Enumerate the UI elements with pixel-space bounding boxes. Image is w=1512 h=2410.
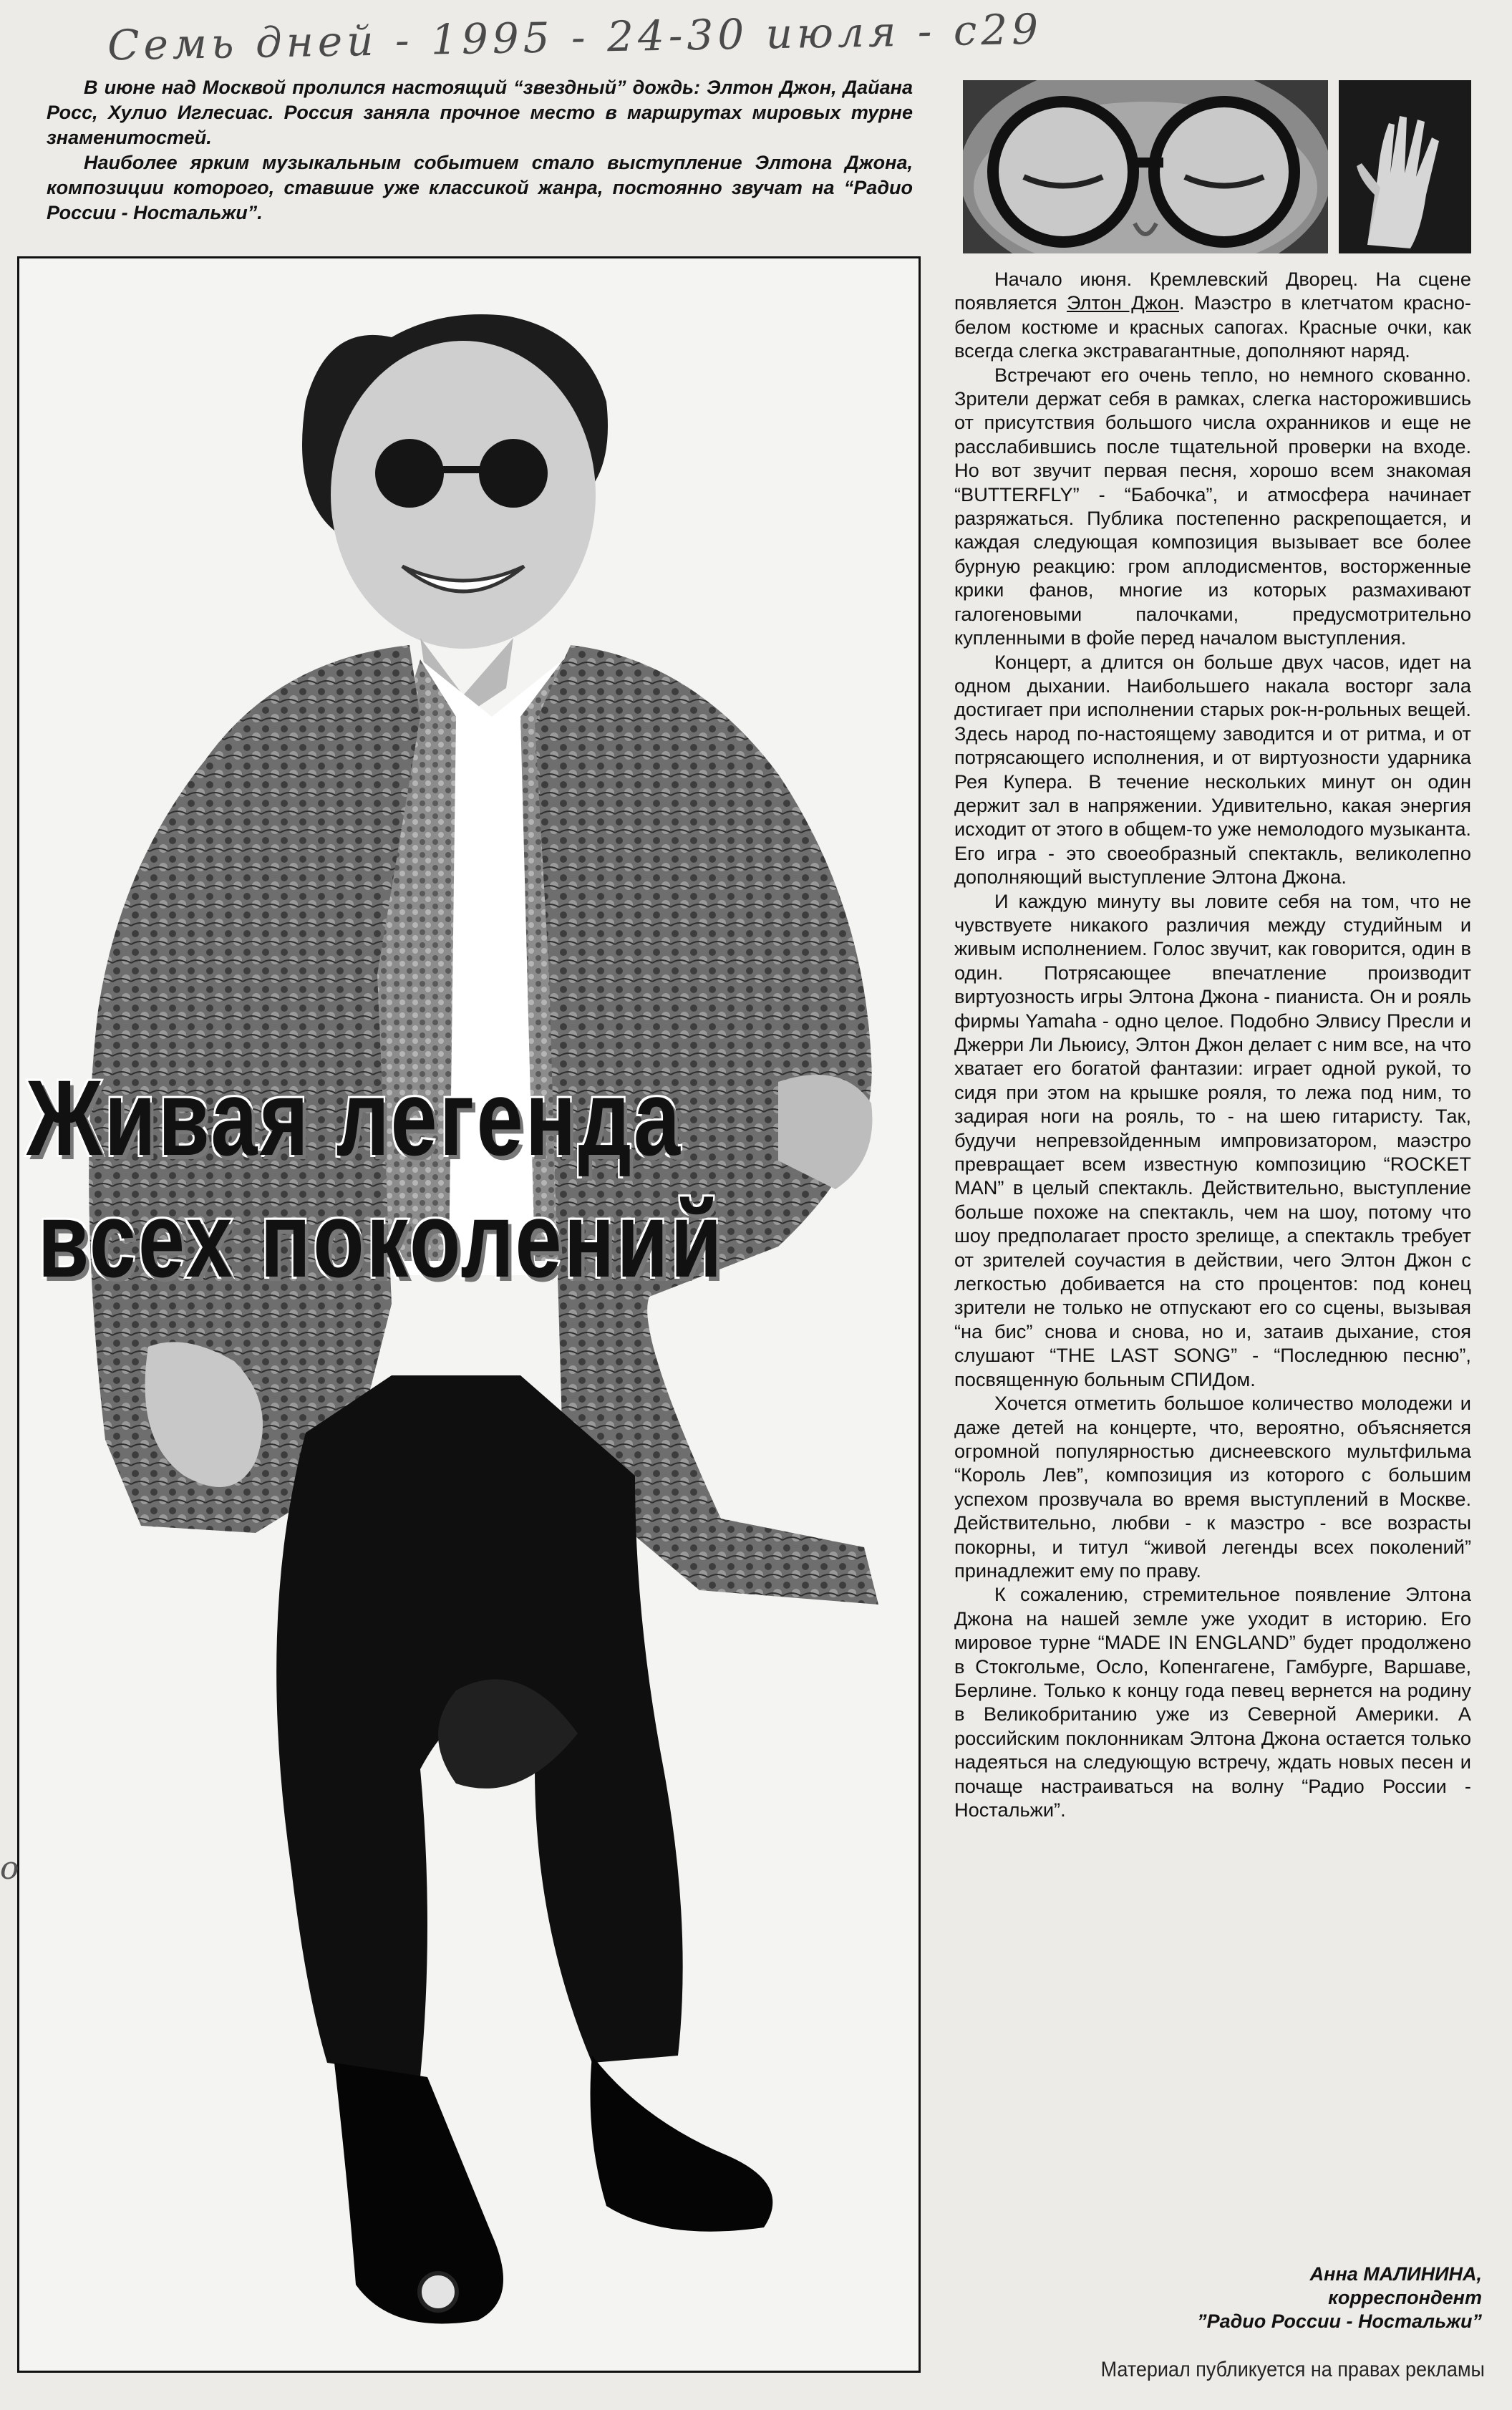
author-name: Анна МАЛИНИНА, xyxy=(1309,2263,1482,2285)
article-body xyxy=(954,267,1471,1821)
glasses-closeup-photo xyxy=(963,80,1328,253)
article-paragraph-1 xyxy=(954,267,1471,363)
lead-paragraph-2: Наиболее ярким музыкальным событием стало выступление Элтона Джона, композиции которого, ставшие уже классикой жанра, постоянно звучат на “Радио России - Ностальжи”. xyxy=(47,152,913,223)
elton-john-photo xyxy=(17,256,921,2373)
article-paragraph-5: Хочется отметить большое количество молодежи и даже детей на концерте, что, вероятно, объясняется огромной популярностью диснеевского мультфильма “Король Лев”, композиция из которого с большим успехом прозвучала во время выступлений в Москве. Действительно, любви - к маэстро - все возрасты покорны, и титул “живой легенды всех поколений” принадлежит ему по праву. xyxy=(954,1392,1471,1582)
headline-line-1: Живая легенда xyxy=(26,1058,683,1178)
article-p1-intro: Начало июня. Кремлевский Дворец. На сцене появляется xyxy=(954,268,1471,314)
headline-line-2: всех поколений xyxy=(37,1179,724,1300)
hand-photo xyxy=(1339,80,1471,253)
author-outlet: ”Радио России - Ностальжи” xyxy=(1197,2310,1482,2332)
lead-paragraph xyxy=(47,75,913,226)
headline xyxy=(26,1057,724,1300)
article-p1-name: Элтон Джон xyxy=(1067,291,1179,314)
article-p1-rest: . Маэстро в клетчатом красно-белом костюме и красных сапогах. Красные очки, как всегда слегка экстравагантные, дополняют наряд. xyxy=(954,291,1471,362)
handwritten-date-note: Семь дней - 1995 - 24-30 июля - с29 xyxy=(107,4,1043,70)
article-paragraph-6: К сожалению, стремительное появление Элтона Джона на нашей земле уже уходит в историю. Его мировое турне “MADE IN ENGLAND” будет продолжено в Стокгольме, Осло, Копенгагене, Гамбурге, Варшаве, Берлине. Только к концу года певец вернется на родину в Великобританию уже из Северной Америки. А российским поклонникам Элтона Джона остается только надеяться на следующую встречу, ждать новых песен и почаще настраиваться на волну “Радио России - Ностальжи”. xyxy=(954,1583,1471,1821)
article-paragraph-4: И каждую минуту вы ловите себя на том, что не чувствуете никакого различия между студийным и живым исполнением. Голос звучит, как говорится, один в один. Потрясающее впечатление производит виртуозность игры Элтона Джона - пианиста. Он и рояль фирмы Yamaha - одно целое. Подобно Элвису Пресли и Джерри Ли Льюису, Элтон Джон делает с ним все, на что хватает его богатой фантазии: играет одной рукой, то сидя при этом на крышке рояля, то лежа под ним, то задирая ноги на рояль, то - на шею гитаристу. Так, будучи непревзойденным импровизатором, маэстро превращает всем известную композицию “ROCKET MAN” в целый спектакль. Действительно, выступление больше похоже на спектакль, чем на шоу, потому что шоу предполагает просто зрелище, а спектакль требует от зрителей соучастия в действии, чего Элтон Джон с легкостью добивается на сто процентов: под конец зрители не только не отпускают его со сцены, вызывая “на бис” снова и снова, но и, затаив дыхание, стоя слушают “THE LAST SONG” - “Последнюю песню”, посвященную больным СПИДом. xyxy=(954,889,1471,1390)
article-paragraph-2: Встречают его очень тепло, но немного скованно. Зрители держат себя в рамках, слегка насторожившись от присутствия большого числа охранников и еще не расслабившись после тщательной проверки на входе. Но вот звучит первая песня, хорошо всем знакомая “BUTTERFLY” - “Бабочка”, и атмосфера начинает разряжаться. Публика постепенно раскрепощается, и каждая следующая композиция вызывает все более бурную реакцию: гром аплодисментов, восторженные крики фанов, многие из которых размахивают галогеновыми палочками, предусмотрительно купленными в фойе перед началом выступления. xyxy=(954,363,1471,649)
advertising-disclaimer: Материал публикуется на правах рекламы xyxy=(1100,2358,1485,2381)
byline xyxy=(1197,2263,1482,2333)
author-role: корреспондент xyxy=(1328,2287,1482,2308)
margin-mark: o xyxy=(0,1850,19,1887)
lead-paragraph-1: В июне над Москвой пролился настоящий “звездный” дождь: Элтон Джон, Дайана Росс, Хулио Иглесиас. Россия заняла прочное место в маршрутах мировых турне знаменитостей. xyxy=(47,77,913,148)
article-paragraph-3: Концерт, а длится он больше двух часов, идет на одном дыхании. Наибольшего накала восторг зала достигает при исполнении старых рок-н-рольных вещей. Здесь народ по-настоящему заводится и от ритма, и от потрясающего исполнения, и от виртуозности ударника Рея Купера. В течение нескольких минут он один держит зал в напряжении. Удивительно, какая энергия исходит от этого в общем-то уже немолодого музыканта. Его игра - это своеобразный спектакль, великолепно дополняющий выступление Элтона Джона. xyxy=(954,650,1471,889)
